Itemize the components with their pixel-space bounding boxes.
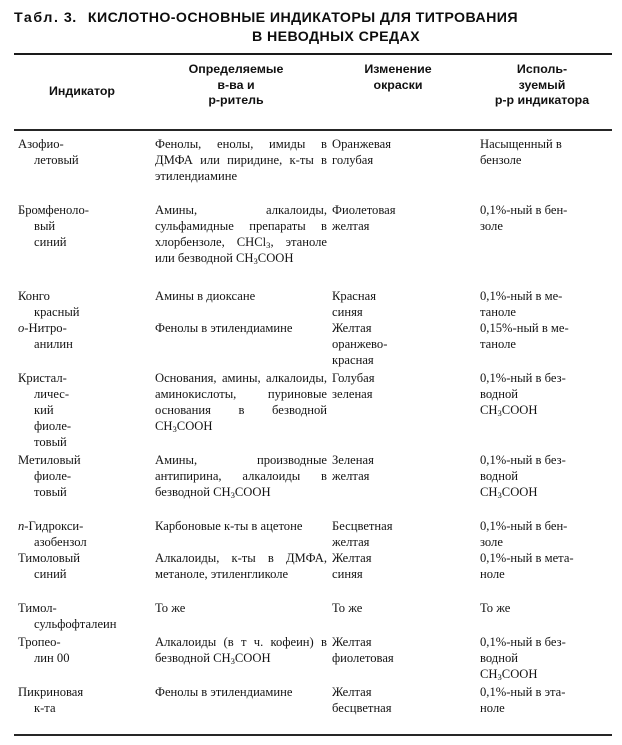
cell-color-change	[332, 136, 474, 168]
color-change-line: желтая	[332, 219, 370, 234]
cell-analytes: Карбоновые к-ты в ацетоне	[155, 519, 303, 533]
cell-color-change	[332, 634, 474, 666]
table-title-main: КИСЛОТНО-ОСНОВНЫЕ ИНДИКАТОРЫ ДЛЯ ТИТРОВАНИЯ	[87, 10, 518, 26]
column-header-solution	[466, 62, 618, 109]
solution-line: золе	[480, 535, 503, 550]
table-row	[0, 634, 622, 684]
solution-line: ноле	[480, 701, 505, 716]
color-change-line: голубая	[332, 153, 374, 168]
solution-line: бензоле	[480, 153, 522, 168]
color-change-line: бесцветная	[332, 701, 392, 716]
table-number: 3.	[63, 10, 77, 26]
color-change-line: желтая	[332, 469, 370, 484]
solution-line: 0,1%-ный в бен-	[480, 519, 568, 533]
indicator-line: Тимол-	[18, 601, 57, 615]
solution-line: таноле	[480, 337, 516, 352]
cell-analytes: Алкалоиды, к-ты в ДМФА, метаноле, этиленгликоле	[155, 551, 327, 582]
cell-solution	[480, 202, 616, 234]
cell-indicator	[18, 518, 152, 550]
indicator-line: вый	[34, 219, 56, 234]
cell-indicator	[18, 288, 152, 320]
solution-line: водной	[480, 469, 518, 484]
table-row	[0, 518, 622, 550]
table-row	[0, 136, 622, 202]
column-header-color-change-line-1: Изменение	[364, 62, 432, 76]
color-change-line: красная	[332, 353, 374, 368]
cell-indicator	[18, 320, 152, 352]
table-row	[0, 684, 622, 718]
color-change-line: То же	[332, 601, 363, 615]
color-change-line: Оранжевая	[332, 137, 392, 151]
cell-color-change	[332, 518, 474, 550]
cell-solution	[480, 288, 616, 320]
indicator-line: синий	[34, 235, 67, 250]
cell-color-change	[332, 600, 474, 616]
cell-indicator	[18, 550, 152, 582]
solution-line: ноле	[480, 567, 505, 582]
cell-color-change	[332, 202, 474, 234]
cell-analytes: Амины в диоксане	[155, 289, 256, 303]
indicator-line: кий	[34, 403, 54, 418]
isomer-prefix: п	[18, 519, 25, 533]
column-header-color-change	[328, 62, 468, 93]
color-change-line: Желтая	[332, 551, 372, 565]
cell-solution	[480, 320, 616, 352]
solution-line: 0,1%-ный в бен-	[480, 203, 568, 217]
solution-line: Насыщенный в	[480, 137, 562, 151]
cell-color-change	[332, 370, 474, 402]
cell-solution	[480, 634, 616, 682]
cell-analytes: Амины, алкалоиды, сульфамидные препараты в хлорбензоле, CHCl$_3$, этаноле или безводной $CH_3COOH$	[155, 203, 327, 267]
table-title-line-1	[14, 9, 606, 28]
table-header-row	[0, 60, 622, 126]
indicator-line: п-Гидрокси-	[18, 519, 84, 533]
cell-color-change	[332, 550, 474, 582]
indicator-line: о-Нитро-	[18, 321, 67, 335]
solution-line: То же	[480, 601, 511, 615]
cell-color-change	[332, 684, 474, 716]
cell-color-change	[332, 288, 474, 320]
column-header-solution-line-1: Исполь-	[516, 62, 568, 76]
color-change-line: Желтая	[332, 685, 372, 699]
color-change-line: Зеленая	[332, 453, 374, 467]
cell-analytes: Фенолы в этилендиамине	[155, 685, 293, 699]
solution-line: $CH_3COOH$	[480, 485, 538, 501]
solution-line: 0,1%-ный в без-	[480, 453, 566, 467]
table-row	[0, 202, 622, 288]
cell-indicator	[18, 684, 152, 716]
indicator-line: Кристал-	[18, 371, 67, 385]
color-change-line: Бесцветная	[332, 519, 393, 533]
cell-analytes: Амины, производные антипирина, алкалоиды в безводной $CH_3COOH$	[155, 453, 327, 501]
indicator-line: Бромфеноло-	[18, 203, 89, 217]
column-header-solution-line-3: р-р индикатора	[494, 93, 590, 108]
cell-indicator	[18, 370, 152, 450]
cell-solution	[480, 370, 616, 418]
solution-line: 0,1%-ный в эта-	[480, 685, 566, 699]
indicator-line: анилин	[34, 337, 73, 352]
solution-line: 0,15%-ный в ме-	[480, 321, 569, 335]
cell-indicator	[18, 452, 152, 500]
indicator-line: фиоле-	[34, 419, 72, 434]
indicator-line: к-та	[34, 701, 56, 716]
solution-line: водной	[480, 387, 518, 402]
cell-analytes: Фенолы, енолы, имиды в ДМФА или пиридине, к-ты в этилендиамине	[155, 137, 327, 184]
table-label: Табл.	[14, 10, 60, 26]
solution-line: $CH_3COOH$	[480, 403, 538, 419]
rule-above-header	[14, 53, 612, 55]
table-row	[0, 550, 622, 600]
indicator-line: лин 00	[34, 651, 70, 666]
indicator-line: летовый	[34, 153, 79, 168]
column-header-analytes-line-1: Определяемые	[188, 62, 284, 76]
rule-table-bottom	[14, 734, 612, 736]
solution-line: 0,1%-ный в без-	[480, 371, 566, 385]
cell-solution	[480, 600, 616, 616]
column-header-solution-line-2: зуемый	[518, 77, 566, 92]
table-row	[0, 288, 622, 320]
color-change-line: Красная	[332, 289, 376, 303]
indicator-line: Конго	[18, 289, 50, 303]
table-row	[0, 452, 622, 518]
cell-indicator	[18, 634, 152, 666]
color-change-line: Фиолетовая	[332, 203, 396, 217]
indicator-line: Азофио-	[18, 137, 64, 151]
solution-line: водной	[480, 651, 518, 666]
cell-indicator	[18, 202, 152, 250]
solution-line: золе	[480, 219, 503, 234]
indicator-line: личес-	[34, 387, 70, 402]
cell-solution	[480, 136, 616, 168]
column-header-analytes	[152, 62, 320, 109]
column-header-indicator	[14, 84, 150, 100]
table-row	[0, 600, 622, 634]
rule-below-header	[14, 129, 612, 131]
table-title-line-2: В НЕВОДНЫХ СРЕДАХ	[251, 29, 421, 45]
column-header-indicator-label: Индикатор	[48, 84, 115, 98]
color-change-line: Желтая	[332, 635, 372, 649]
cell-solution	[480, 550, 616, 582]
indicator-line: азобензол	[34, 535, 87, 550]
table-row	[0, 320, 622, 370]
color-change-line: зеленая	[332, 387, 373, 402]
solution-line: 0,1%-ный в без-	[480, 635, 566, 649]
color-change-line: желтая	[332, 535, 370, 550]
table-row	[0, 370, 622, 452]
indicator-line: фиоле-	[34, 469, 72, 484]
cell-analytes: Основания, амины, алкалоиды, аминокислоты, пуриновые основания в безводной $CH_3COOH$	[155, 371, 327, 435]
indicator-line: красный	[34, 305, 80, 320]
column-header-color-change-line-2: окраски	[373, 77, 423, 92]
solution-line: 0,1%-ный в ме-	[480, 289, 563, 303]
cell-color-change	[332, 452, 474, 484]
cell-analytes: То же	[155, 601, 186, 615]
cell-color-change	[332, 320, 474, 368]
indicator-line: Пикриновая	[18, 685, 84, 699]
indicator-line: синий	[34, 567, 67, 582]
indicator-line: товый	[34, 435, 67, 450]
cell-analytes: Алкалоиды (в т ч. кофеин) в безводной $CH_3COOH$	[155, 635, 327, 667]
color-change-line: оранжево-	[332, 337, 388, 352]
table-title	[0, 0, 622, 47]
color-change-line: синяя	[332, 305, 363, 320]
solution-line: $CH_3COOH$	[480, 667, 538, 683]
color-change-line: фиолетовая	[332, 651, 394, 666]
cell-solution	[480, 452, 616, 500]
cell-solution	[480, 518, 616, 550]
indicator-line: товый	[34, 485, 67, 500]
cell-analytes: Фенолы в этилендиамине	[155, 321, 293, 335]
solution-line: 0,1%-ный в мета-	[480, 551, 574, 565]
cell-indicator	[18, 600, 152, 632]
column-header-analytes-line-2: в-ва и	[217, 77, 255, 92]
cell-solution	[480, 684, 616, 716]
column-header-analytes-line-3: р-ритель	[208, 93, 264, 108]
indicator-line: сульфофталеин	[34, 617, 117, 632]
indicator-line: Тропео-	[18, 635, 61, 649]
indicator-line: Метиловый	[18, 453, 81, 467]
isomer-prefix: о	[18, 321, 25, 335]
indicator-line: Тимоловый	[18, 551, 80, 565]
cell-indicator	[18, 136, 152, 168]
color-change-line: синяя	[332, 567, 363, 582]
solution-line: таноле	[480, 305, 516, 320]
color-change-line: Голубая	[332, 371, 375, 385]
color-change-line: Желтая	[332, 321, 372, 335]
